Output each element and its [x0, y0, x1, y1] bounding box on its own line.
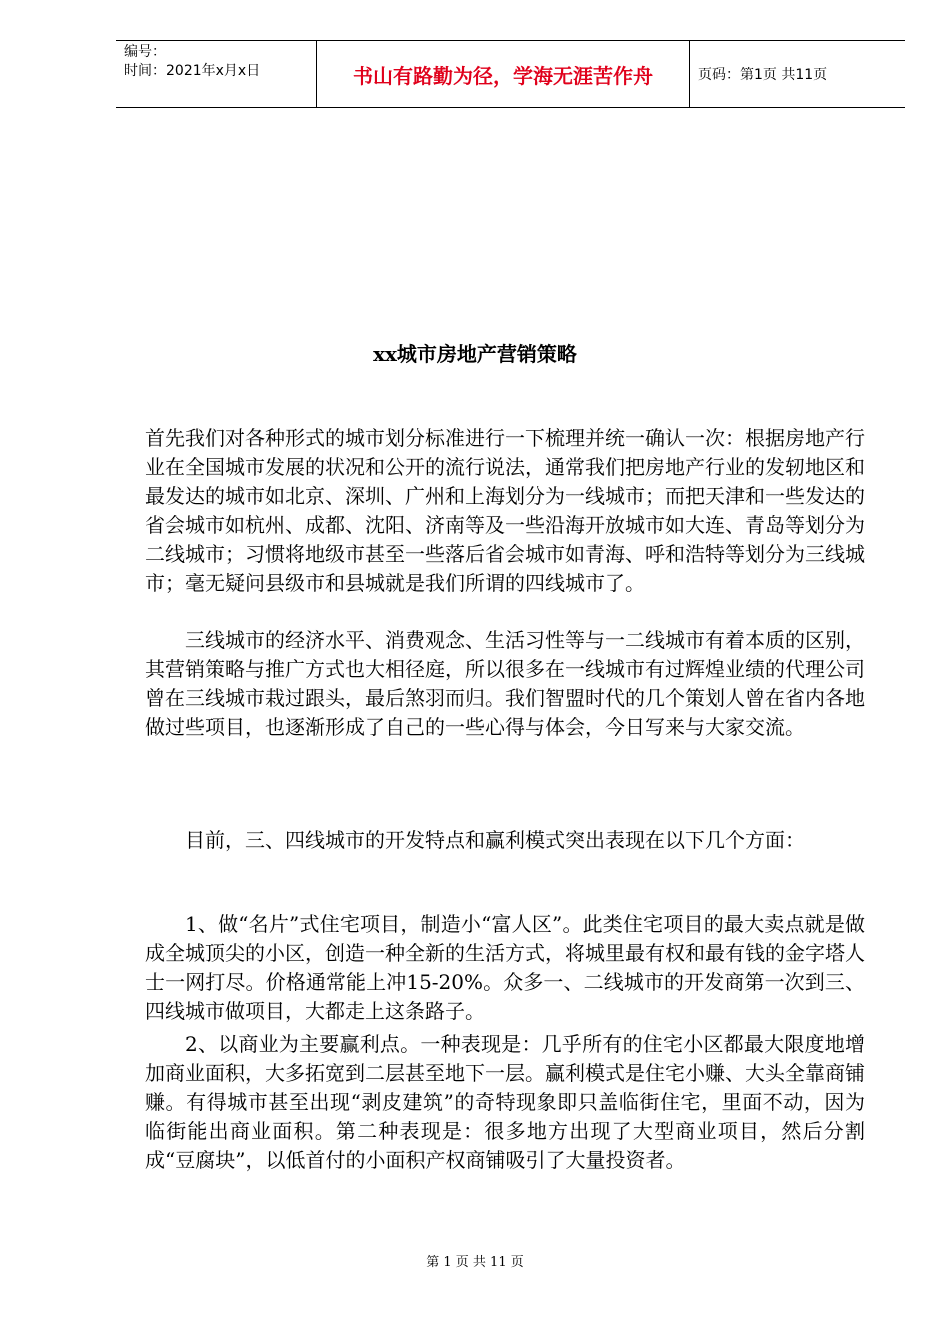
document-header: [116, 40, 905, 108]
paragraph-3: [145, 826, 865, 855]
paragraph-text: 三线城市的经济水平、消费观念、生活习性等与一二线城市有着本质的区别，其营销策略与推广方式也大相径庭，所以很多在一线城市有过辉煌业绩的代理公司曾在三线城市栽过跟头，最后煞羽而归。我们智盟时代的几个策划人曾在省内各地做过些项目，也逐渐形成了自己的一些心得与体会，今日写来与大家交流。: [145, 628, 865, 739]
paragraph-text: 目前，三、四线城市的开发特点和赢利模式突出表现在以下几个方面：: [185, 828, 805, 852]
paragraph-1: [145, 424, 865, 598]
paragraph-5: [145, 1030, 865, 1175]
paragraph-text: 首先我们对各种形式的城市划分标准进行一下梳理并统一确认一次：根据房地产行业在全国城市发展的状况和公开的流行说法，通常我们把房地产行业的发轫地区和最发达的城市如北京、深圳、广州和上海划分为一线城市；而把天津和一些发达的省会城市如杭州、成都、沈阳、济南等及一些沿海开放城市如大连、青岛等划分为二线城市；习惯将地级市甚至一些落后省会城市如青海、呼和浩特等划分为三线城市；毫无疑问县级市和县城就是我们所谓的四线城市了。: [145, 426, 865, 595]
paragraph-2: [145, 626, 865, 742]
paragraph-text: 2、以商业为主要赢利点。一种表现是：几乎所有的住宅小区都最大限度地增加商业面积，大多拓宽到二层甚至地下一层。赢利模式是住宅小赚、大头全靠商铺赚。有得城市甚至出现“剥皮建筑”的奇特现象即只盖临街住宅，里面不动，因为临街能出商业面积。第二种表现是：很多地方出现了大型商业项目，然后分割成“豆腐块”，以低首付的小面积产权商铺吸引了大量投资者。: [145, 1032, 865, 1172]
page-footer: 第 1 页 共 11 页: [426, 1255, 524, 1270]
header-page-info: 页码：第1页 共11页: [698, 67, 828, 83]
paragraph-text: 1、做“名片”式住宅项目，制造小“富人区”。此类住宅项目的最大卖点就是做成全城顶尖的小区，创造一种全新的生活方式，将城里最有权和最有钱的金字塔人士一网打尽。价格通常能上冲15-20%。众多一、二线城市的开发商第一次到三、四线城市做项目，大都走上这条路子。: [145, 912, 865, 1023]
document-title: xx城市房地产营销策略: [373, 342, 577, 366]
date-label: 时间：2021年x月x日: [124, 63, 261, 79]
serial-number-label: 编号：: [124, 44, 166, 60]
paragraph-4: [145, 910, 865, 1026]
header-motto: 书山有路勤为径，学海无涯苦作舟: [316, 41, 690, 107]
header-meta: [116, 41, 316, 107]
